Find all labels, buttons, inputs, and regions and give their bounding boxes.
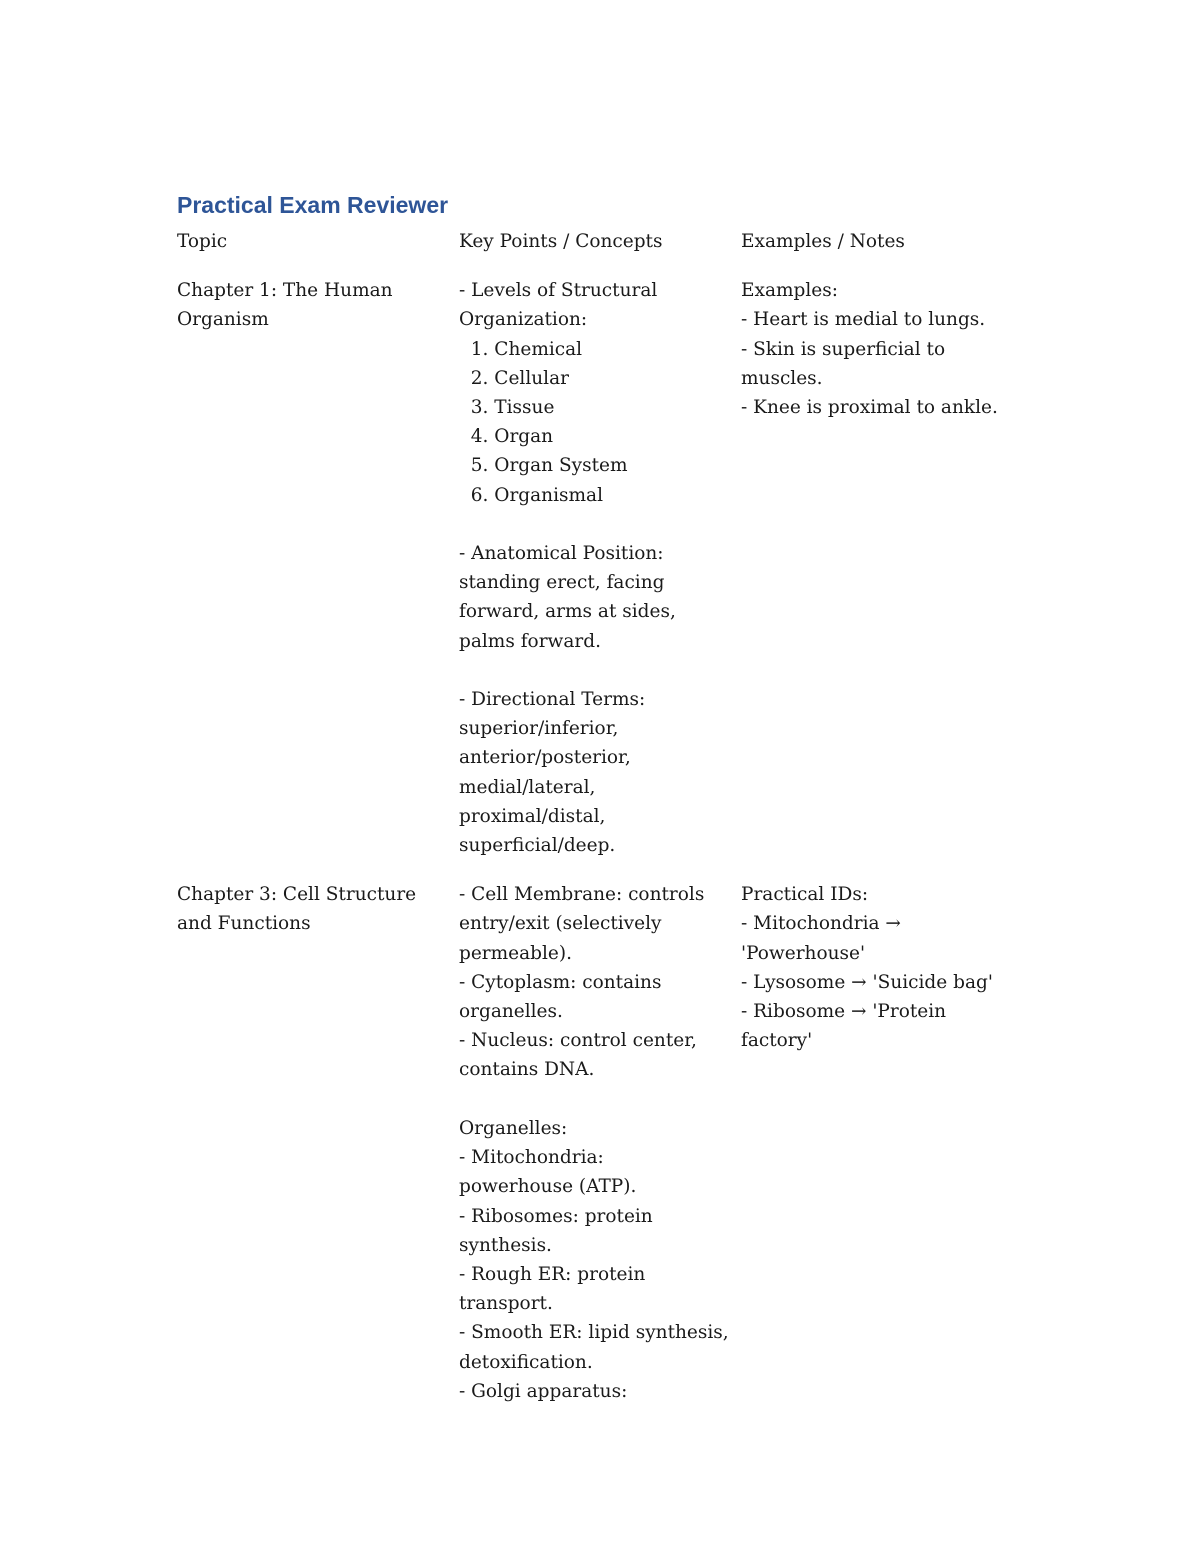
table-header-row: [177, 227, 1037, 256]
document-title: Practical Exam Reviewer: [177, 192, 449, 218]
cell-examples-notes: Practical IDs: - Mitochondria → 'Powerhouse' - Lysosome → 'Suicide bag' - Ribosome → 'Protein factory': [741, 884, 993, 1052]
header-examples-notes: Examples / Notes: [741, 231, 905, 252]
reviewer-table: [177, 227, 1037, 1406]
header-topic: Topic: [177, 231, 228, 252]
cell-topic: Chapter 3: Cell Structure and Functions: [177, 884, 417, 935]
cell-examples-notes: Examples: - Heart is medial to lungs. - Skin is superficial to muscles. - Knee is proximal to ankle.: [741, 280, 998, 419]
cell-key-points: - Cell Membrane: controls entry/exit (selectively permeable). - Cytoplasm: contains organelles. - Nucleus: control center, contains DNA. Organelles: - Mitochondria: powerhouse (ATP). - Ribosomes: protein synthesis. - Rough ER: protein transport. - Smooth ER: lipid synthesis, detoxification. - Golgi apparatus:: [459, 884, 729, 1402]
table-row-chapter-3: [177, 880, 1037, 1406]
cell-key-points: - Levels of Structural Organization: 1. Chemical 2. Cellular 3. Tissue 4. Organ 5. Organ System 6. Organismal - Anatomical Position: standing erect, facing forward, arms at sides, palms forward. - Directional Terms: superior/inferior, anterior/posterior, medial/lateral, proximal/distal, superficial/deep.: [459, 280, 676, 857]
table-row-chapter-1: [177, 276, 1037, 860]
cell-topic: Chapter 1: The Human Organism: [177, 280, 393, 331]
header-key-points: Key Points / Concepts: [459, 231, 663, 252]
